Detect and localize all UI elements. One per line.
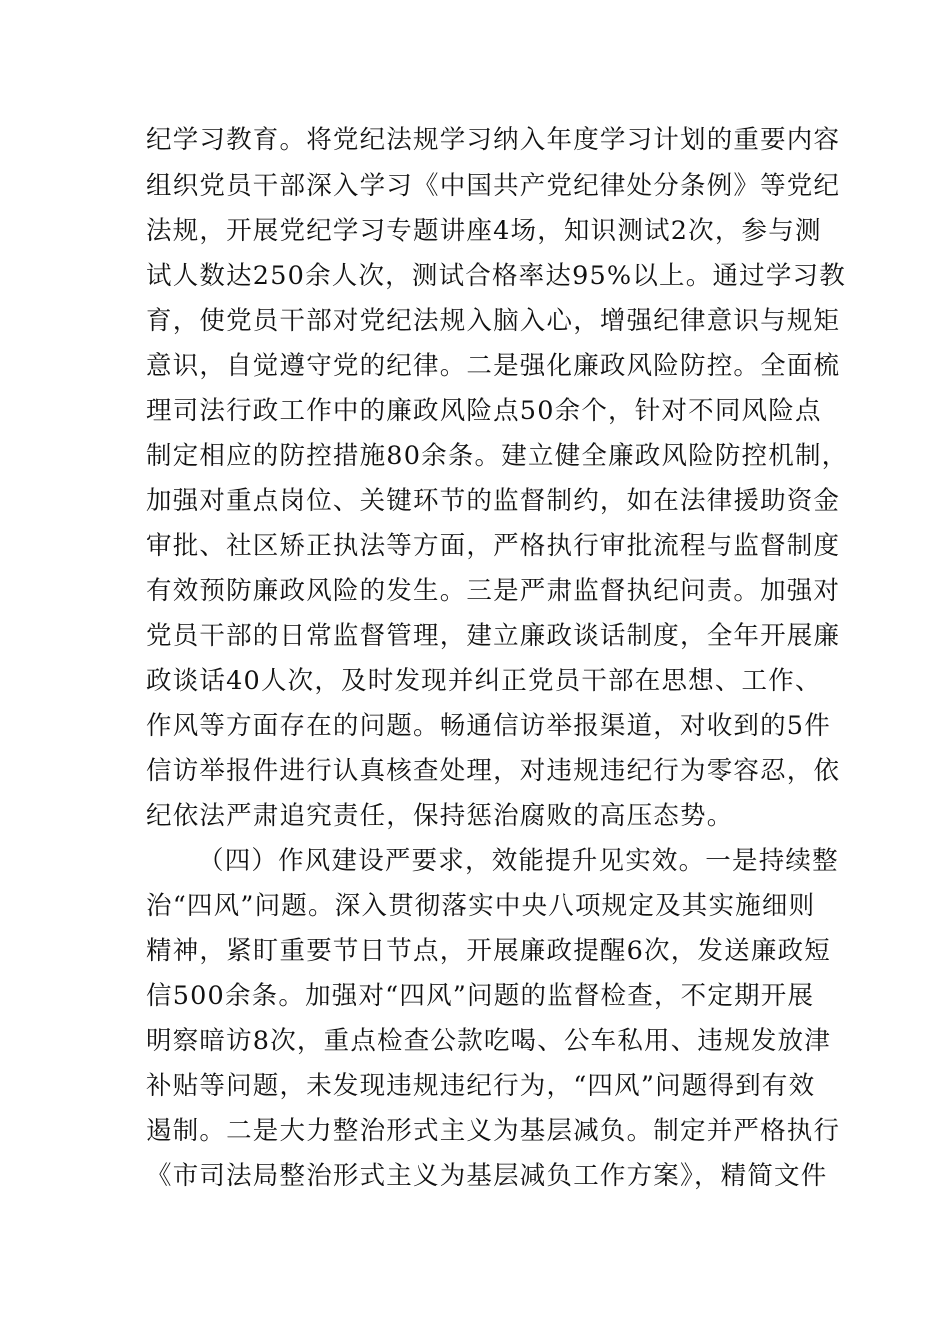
text-line: 纪学习教育。将党纪法规学习纳入年度学习计划的重要内容 (146, 125, 841, 155)
text-line: 法规，开展党纪学习专题讲座4场，知识测试2次，参与测 (146, 216, 822, 246)
text-line: 作风等方面存在的问题。畅通信访举报渠道，对收到的5件 (146, 711, 831, 741)
text-line: 党员干部的日常监督管理，建立廉政谈话制度，全年开展廉 (146, 621, 841, 651)
text-line: 审批、社区矫正执法等方面，严格执行审批流程与监督制度 (146, 531, 841, 561)
text-line: 组织党员干部深入学习《中国共产党纪律处分条例》等党纪 (146, 171, 841, 201)
text-line: 有效预防廉政风险的发生。三是严肃监督执纪问责。加强对 (146, 576, 841, 606)
text-line: 精神，紧盯重要节日节点，开展廉政提醒6次，发送廉政短 (146, 936, 831, 966)
text-line: 理司法行政工作中的廉政风险点50余个，针对不同风险点 (146, 396, 822, 426)
text-line: 信500余条。加强对“四风”问题的监督检查，不定期开展 (146, 981, 815, 1011)
text-line: 《市司法局整治形式主义为基层减负工作方案》，精简文件 (146, 1161, 828, 1191)
text-line: 育，使党员干部对党纪法规入脑入心，增强纪律意识与规矩 (146, 306, 841, 336)
text-line: 制定相应的防控措施80余条。建立健全廉政风险防控机制， (146, 441, 849, 471)
text-line: 遏制。二是大力整治形式主义为基层减负。制定并严格执行 (146, 1116, 841, 1146)
text-line: 信访举报件进行认真核查处理，对违规违纪行为零容忍，依 (146, 756, 841, 786)
text-line: 意识，自觉遵守党的纪律。二是强化廉政风险防控。全面梳 (146, 351, 841, 381)
text-line: 明察暗访8次，重点检查公款吃喝、公车私用、违规发放津 (146, 1026, 831, 1056)
text-line: 试人数达250余人次，测试合格率达95%以上。通过学习教 (146, 261, 846, 291)
section-heading-line: （四）作风建设严要求，效能提升见实效。一是持续整 (198, 846, 839, 876)
text-line: 政谈话40人次，及时发现并纠正党员干部在思想、工作、 (146, 666, 822, 696)
text-line: 加强对重点岗位、关键环节的监督制约，如在法律援助资金 (146, 486, 841, 516)
text-line: 补贴等问题，未发现违规违纪行为，“四风”问题得到有效 (146, 1071, 816, 1101)
text-line: 治“四风”问题。深入贯彻落实中央八项规定及其实施细则 (146, 891, 816, 921)
text-line: 纪依法严肃追究责任，保持惩治腐败的高压态势。 (146, 801, 734, 831)
